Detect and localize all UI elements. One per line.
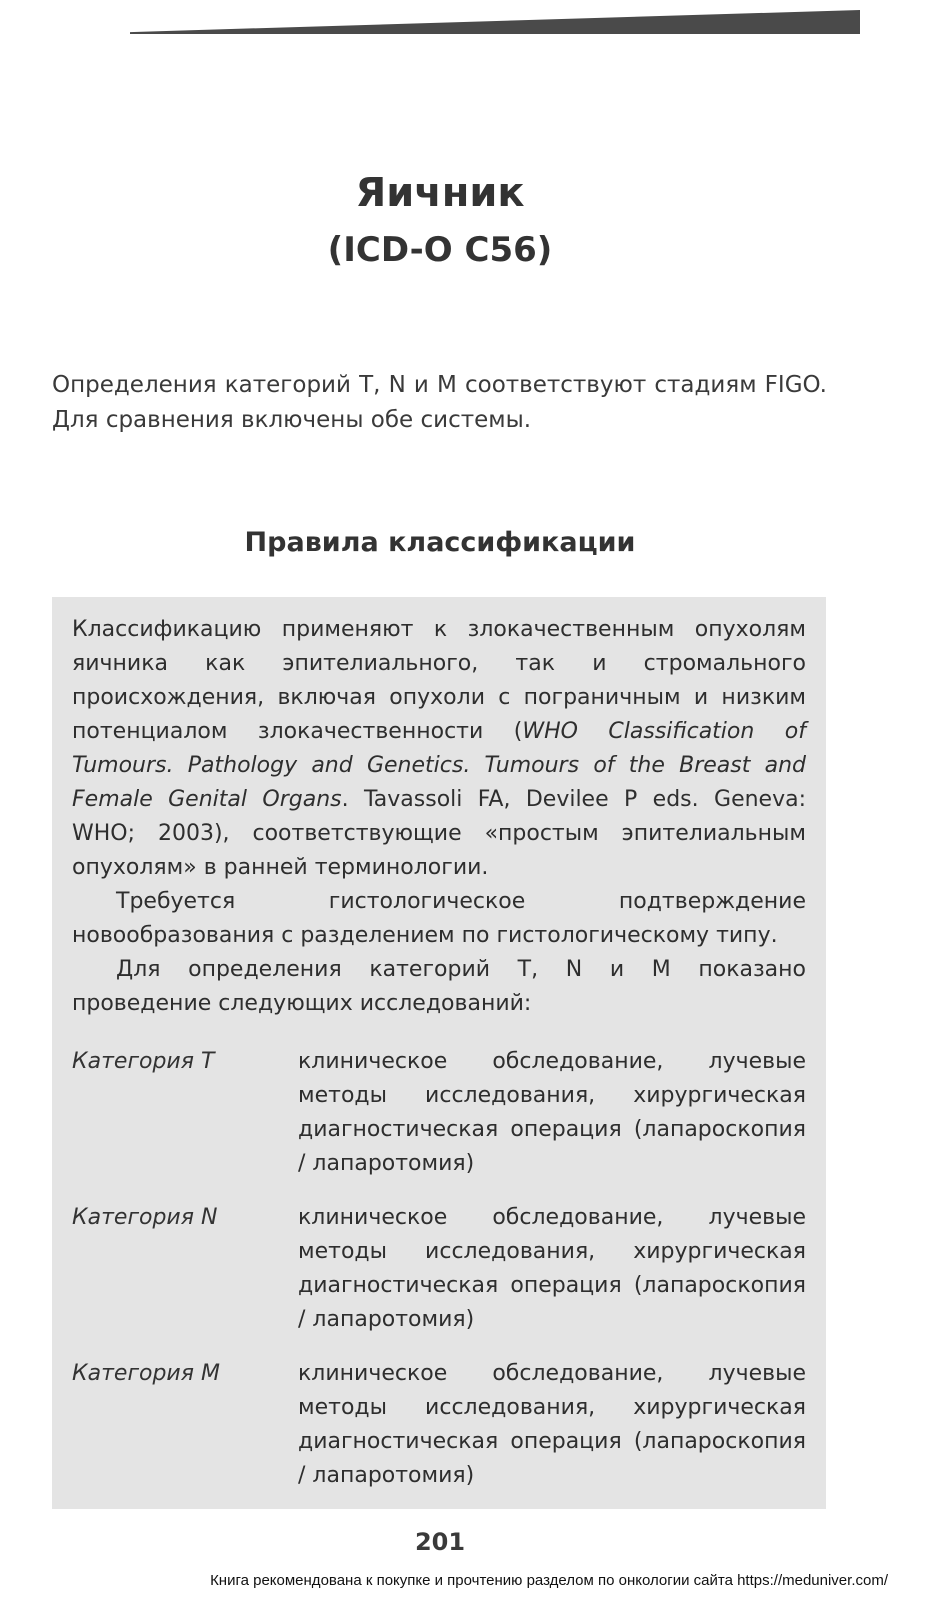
category-row-m: [72, 1357, 806, 1493]
category-description: клиническое обследование, лучевые методы исследования, хирургическая диагностическая операция (лапароскопия / лапаротомия): [298, 1205, 806, 1332]
category-description: клиническое обследование, лучевые методы исследования, хирургическая диагностическая операция (лапароскопия / лапаротомия): [298, 1049, 806, 1176]
footer-banner: [0, 1566, 950, 1600]
section-title: Правила классификации: [244, 527, 636, 558]
category-row-n: [72, 1201, 806, 1337]
para1-start: Классификацию применяют к злокачественным опухолям яичника как эпителиального, так и стромального происхождения, включая опухоли с пограничным и низким потенциалом злокачественности (: [72, 617, 806, 744]
top-decorative-bar: [130, 10, 860, 34]
category-description: клиническое обследование, лучевые методы исследования, хирургическая диагностическая операция (лапароскопия / лапаротомия): [298, 1361, 806, 1488]
rules-paragraph-2: Требуется гистологическое подтверждение новообразования с разделением по гистологическому типу.: [72, 889, 806, 948]
category-row-t: [72, 1045, 806, 1181]
intro-paragraph: Определения категорий T, N и M соответствуют стадиям FIGO. Для сравнения включены обе системы.: [52, 372, 827, 433]
footer-text: Книга рекомендована к покупке и прочтению разделом по онкологии сайта https://meduniver.com/: [210, 1572, 888, 1589]
para1-citation: WHO Classification of Tumours. Pathology and Genetics. Tumours of the Breast and Female Genital Organs: [72, 719, 806, 812]
page-number: 201: [414, 1528, 466, 1556]
page-title: Яичник: [355, 170, 525, 216]
category-label: Категория T: [72, 1049, 215, 1074]
rules-paragraph-3: Для определения категорий T, N и M показано проведение следующих исследований:: [72, 957, 806, 1016]
rules-paragraph-1: [72, 613, 806, 885]
classification-rules-box: [52, 597, 826, 1509]
para1-end: . Tavassoli FA, Devilee P eds. Geneva: WHO; 2003), соответствующие «простым эпителиальным опухолям» в ранней терминологии.: [72, 787, 806, 880]
category-label: Категория N: [72, 1205, 218, 1230]
icd-code: (ICD-O C56): [327, 230, 553, 270]
category-label: Категория M: [72, 1361, 220, 1386]
